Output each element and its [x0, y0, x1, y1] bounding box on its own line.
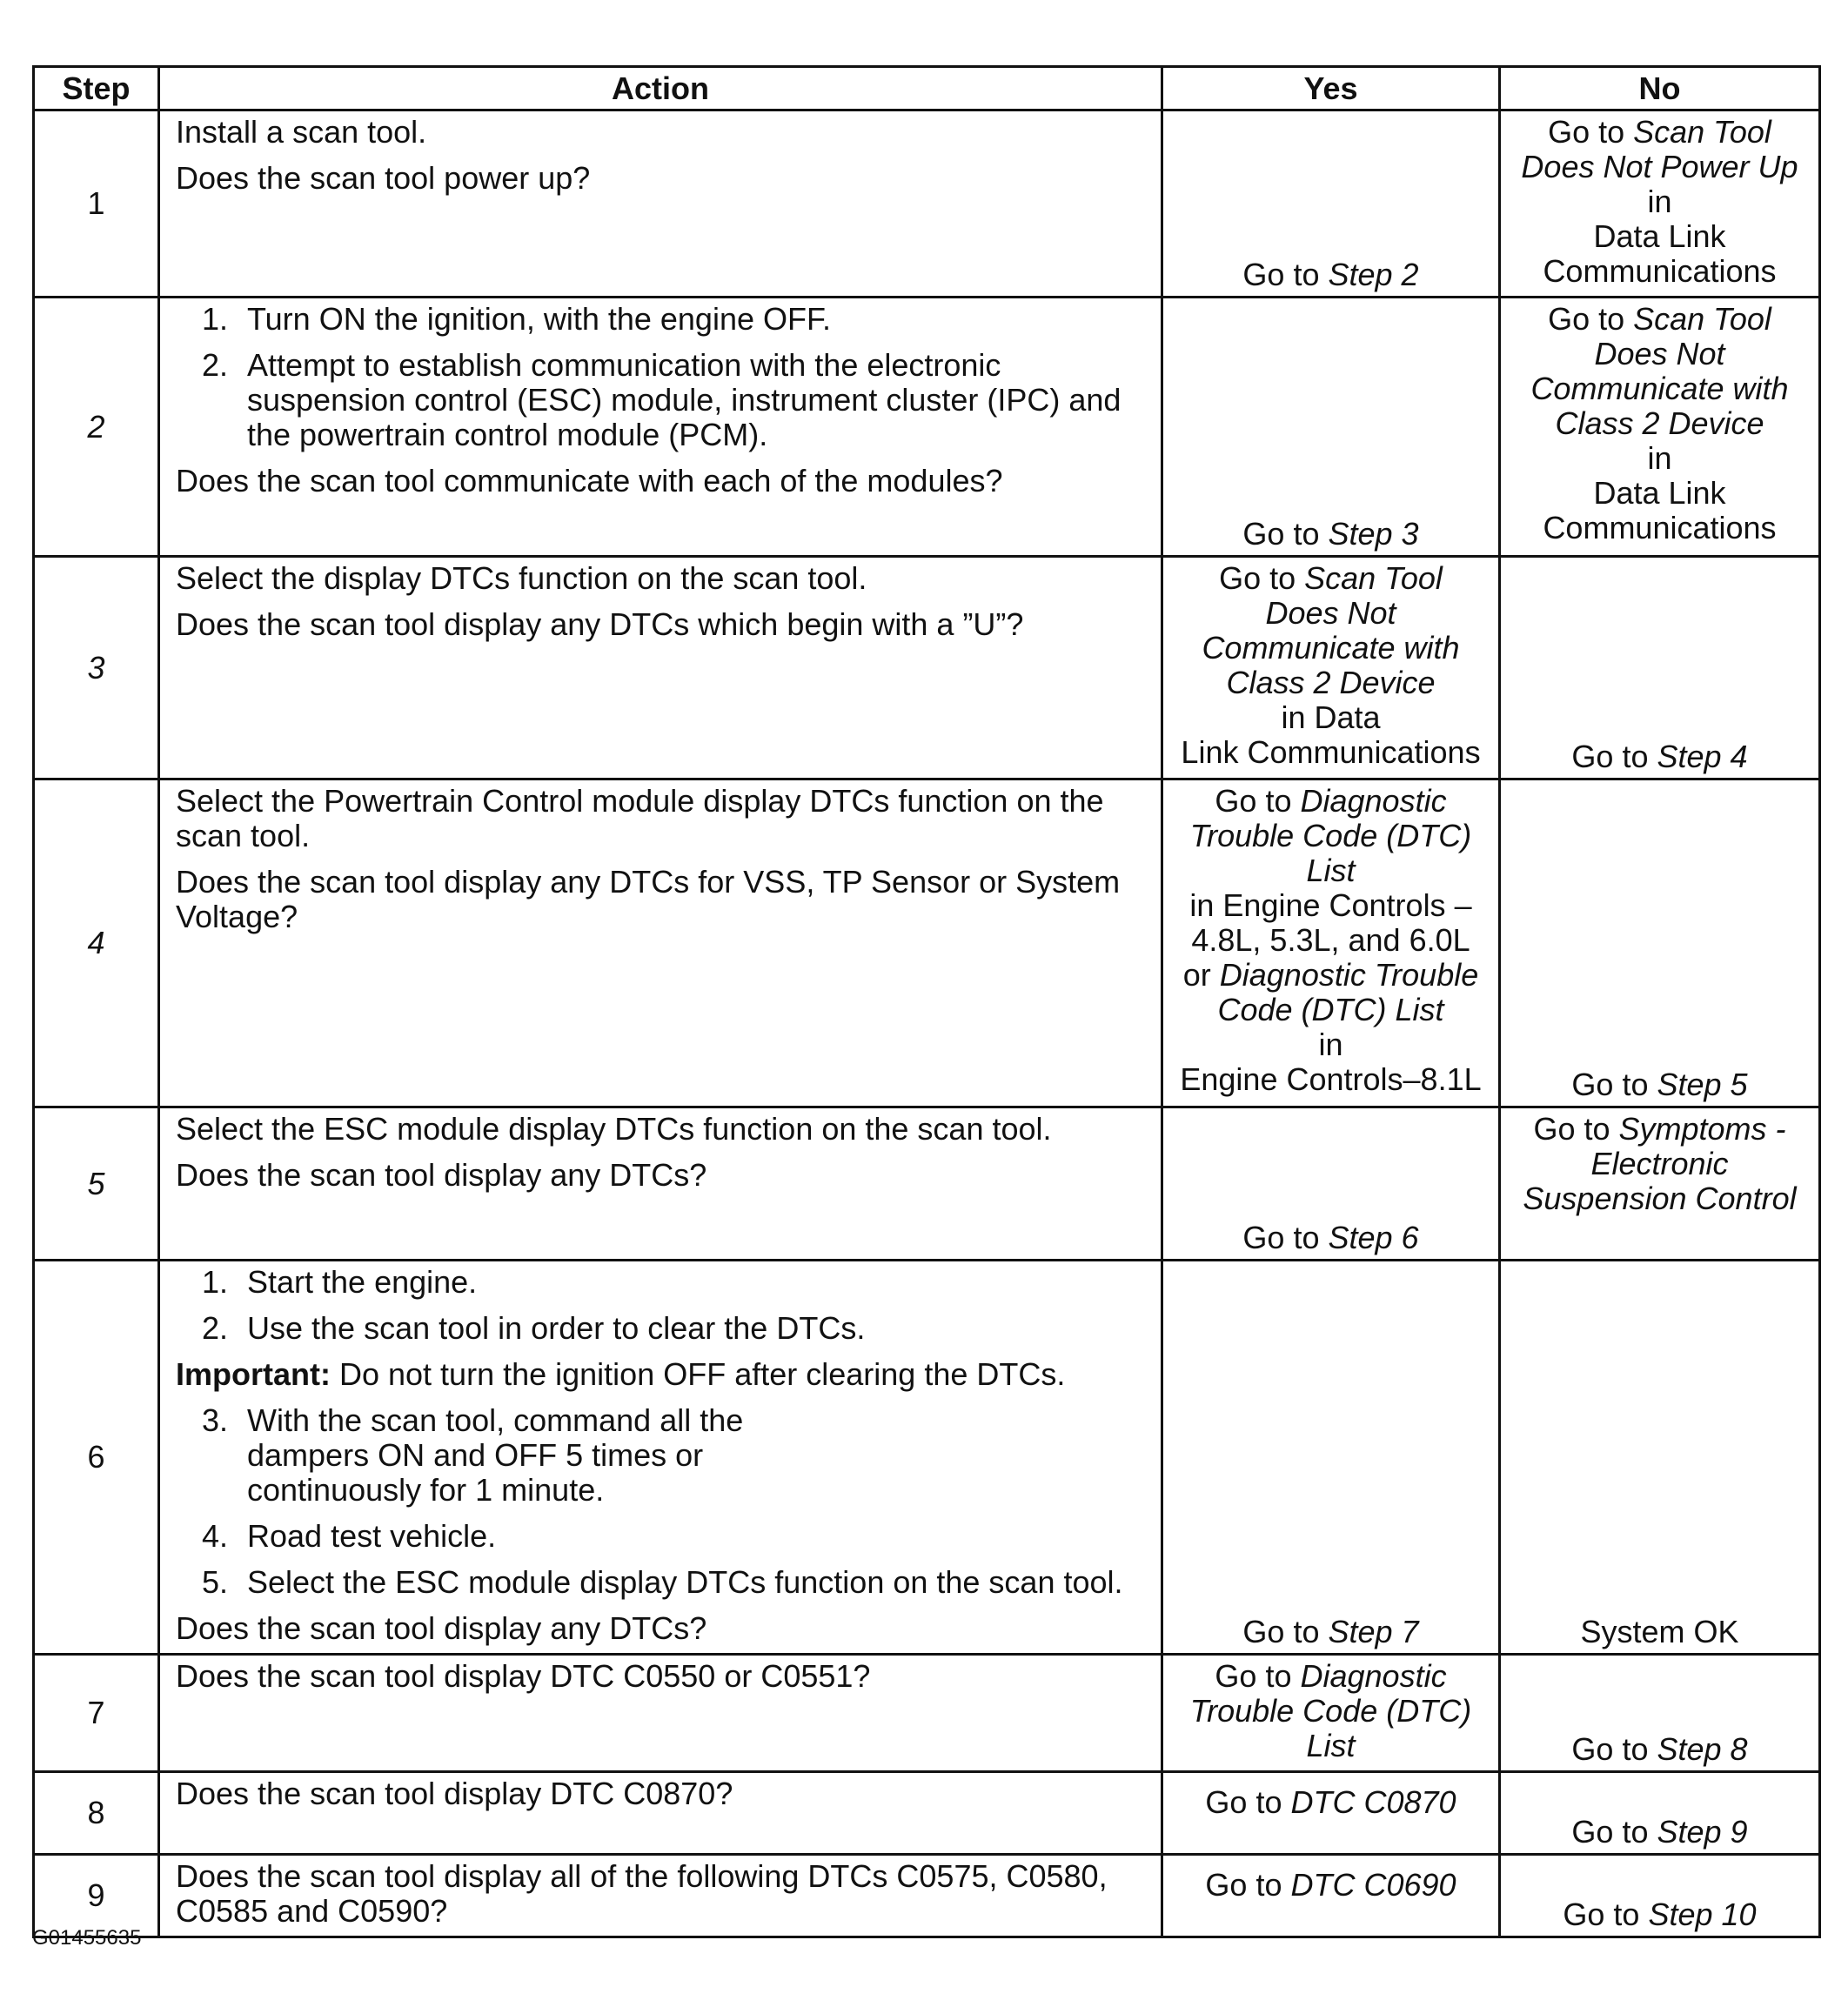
action-cell	[159, 298, 1162, 557]
yes-link[interactable]: Step 7	[1328, 1614, 1419, 1649]
important-label: Important:	[176, 1356, 331, 1392]
table-row	[34, 557, 1820, 779]
list-item	[176, 1265, 1145, 1300]
table-row	[34, 1107, 1820, 1261]
step-number: 2	[34, 298, 159, 557]
action-question: Does the scan tool display DTC C0870?	[176, 1776, 733, 1811]
action-cell	[159, 1107, 1162, 1261]
yes-prefix: Go to	[1205, 1784, 1291, 1820]
list-number: 3.	[202, 1402, 229, 1438]
action-cell	[159, 557, 1162, 779]
yes-link[interactable]: Diagnostic	[1300, 783, 1447, 819]
no-text: Communications	[1543, 510, 1777, 545]
list-text: With the scan tool, command all the dampers ON and OFF 5 times or continuously for 1 minute.	[247, 1402, 744, 1508]
list-text: Road test vehicle.	[247, 1518, 497, 1554]
yes-cell	[1162, 110, 1500, 298]
list-number: 1.	[202, 301, 229, 337]
yes-prefix: Go to	[1205, 1867, 1291, 1903]
header-step: Step	[34, 67, 159, 110]
header-no: No	[1500, 67, 1820, 110]
list-text: Start the engine.	[247, 1264, 478, 1300]
important-note	[176, 1357, 1145, 1392]
step-number: 6	[34, 1261, 159, 1655]
action-cell	[159, 1855, 1162, 1937]
action-text: Select the ESC module display DTCs function on the scan tool.	[176, 1111, 1052, 1147]
no-cell	[1500, 1107, 1820, 1261]
action-text: Install a scan tool.	[176, 114, 427, 150]
table-row	[34, 298, 1820, 557]
list-text: Use the scan tool in order to clear the DTCs.	[247, 1310, 866, 1346]
yes-text: Link Communications	[1181, 734, 1481, 770]
action-steps-list	[176, 1265, 1145, 1346]
no-link[interactable]: Does Not	[1594, 336, 1725, 371]
list-text: Turn ON the ignition, with the engine OFF.	[247, 301, 831, 337]
action-steps-list	[176, 1403, 1145, 1600]
no-link[interactable]: Symptoms -	[1618, 1111, 1786, 1147]
no-text: System OK	[1580, 1614, 1739, 1649]
yes-cell	[1162, 1655, 1500, 1772]
important-text: Do not turn the ignition OFF after clearing the DTCs.	[330, 1356, 1066, 1392]
action-question: Does the scan tool display any DTCs for VSS, TP Sensor or System Voltage?	[176, 864, 1121, 934]
yes-link[interactable]: List	[1306, 1728, 1356, 1763]
action-question: Does the scan tool display any DTCs which begin with a ”U”?	[176, 606, 1024, 642]
yes-prefix: Go to	[1242, 516, 1329, 552]
yes-text: in	[1318, 1027, 1343, 1062]
no-link[interactable]: Does Not Power Up	[1521, 149, 1798, 184]
yes-prefix: Go to	[1242, 1220, 1329, 1255]
yes-cell	[1162, 1261, 1500, 1655]
yes-cell	[1162, 1772, 1500, 1855]
yes-link[interactable]: Trouble Code (DTC)	[1189, 1693, 1472, 1729]
yes-link[interactable]: Class 2 Device	[1226, 665, 1436, 700]
yes-link[interactable]: Scan Tool	[1304, 560, 1443, 596]
header-row	[34, 67, 1820, 110]
action-steps-list	[176, 302, 1145, 452]
no-cell	[1500, 779, 1820, 1107]
yes-cell	[1162, 1107, 1500, 1261]
action-question: Does the scan tool power up?	[176, 160, 591, 196]
no-link[interactable]: Scan Tool	[1633, 114, 1771, 150]
no-text: in	[1647, 440, 1672, 476]
no-cell	[1500, 1261, 1820, 1655]
action-cell	[159, 1655, 1162, 1772]
no-cell	[1500, 1655, 1820, 1772]
no-prefix: Go to	[1548, 114, 1634, 150]
yes-link[interactable]: Communicate with	[1202, 630, 1460, 666]
action-question: Does the scan tool communicate with each of the modules?	[176, 463, 1003, 498]
step-number: 8	[34, 1772, 159, 1855]
no-link[interactable]: Suspension Control	[1523, 1181, 1797, 1216]
list-item	[176, 1311, 1145, 1346]
table-row	[34, 110, 1820, 298]
list-number: 5.	[202, 1564, 229, 1600]
no-prefix: Go to	[1548, 301, 1634, 337]
no-cell	[1500, 298, 1820, 557]
no-link[interactable]: Scan Tool	[1633, 301, 1771, 337]
yes-link[interactable]: Step 2	[1328, 257, 1419, 292]
no-link[interactable]: Communicate with	[1530, 371, 1789, 406]
list-number: 4.	[202, 1518, 229, 1554]
action-text: Select the display DTCs function on the scan tool.	[176, 560, 867, 596]
yes-cell	[1162, 557, 1500, 779]
yes-prefix: Go to	[1219, 560, 1305, 596]
table-row	[34, 1261, 1820, 1655]
diagnostic-table	[32, 65, 1821, 1938]
no-text: in	[1647, 184, 1672, 219]
action-cell	[159, 779, 1162, 1107]
no-cell	[1500, 1855, 1820, 1937]
action-question: Does the scan tool display DTC C0550 or C0551?	[176, 1658, 871, 1694]
list-item	[176, 1565, 1145, 1600]
header-yes: Yes	[1162, 67, 1500, 110]
header-action: Action	[159, 67, 1162, 110]
yes-cell	[1162, 779, 1500, 1107]
no-link[interactable]: Step 9	[1657, 1814, 1748, 1850]
yes-text: Engine Controls–8.1L	[1180, 1061, 1482, 1097]
no-prefix: Go to	[1571, 1814, 1657, 1850]
yes-link[interactable]: Step 6	[1328, 1220, 1419, 1255]
no-prefix: Go to	[1571, 1067, 1657, 1102]
yes-link[interactable]: List	[1306, 853, 1356, 888]
yes-prefix: Go to	[1242, 1614, 1329, 1649]
no-link[interactable]: Electronic	[1590, 1146, 1729, 1181]
step-number: 5	[34, 1107, 159, 1261]
no-prefix: Go to	[1533, 1111, 1619, 1147]
no-link[interactable]: Class 2 Device	[1555, 405, 1764, 441]
list-text: Select the ESC module display DTCs function on the scan tool.	[247, 1564, 1123, 1600]
action-question: Does the scan tool display any DTCs?	[176, 1157, 707, 1193]
yes-cell	[1162, 1855, 1500, 1937]
yes-link[interactable]: Step 3	[1328, 516, 1419, 552]
action-cell	[159, 1772, 1162, 1855]
yes-link[interactable]: Code (DTC) List	[1217, 992, 1444, 1027]
yes-text: in Engine Controls –	[1189, 887, 1472, 923]
yes-prefix: Go to	[1215, 783, 1301, 819]
figure-id: G01455635	[32, 1926, 142, 1950]
list-item	[176, 1519, 1145, 1554]
yes-prefix: Go to	[1215, 1658, 1301, 1694]
list-number: 2.	[202, 347, 229, 383]
yes-text: in Data	[1281, 699, 1381, 735]
step-number: 9	[34, 1855, 159, 1937]
no-cell	[1500, 110, 1820, 298]
table-row	[34, 779, 1820, 1107]
action-cell	[159, 110, 1162, 298]
no-link[interactable]: Step 8	[1657, 1731, 1748, 1767]
no-cell	[1500, 1772, 1820, 1855]
yes-link[interactable]: Trouble Code (DTC)	[1189, 818, 1472, 853]
yes-text: 4.8L, 5.3L, and 6.0L	[1191, 922, 1470, 958]
yes-link[interactable]: DTC C0870	[1290, 1784, 1456, 1820]
no-prefix: Go to	[1571, 739, 1657, 774]
yes-link[interactable]: Diagnostic Trouble	[1219, 957, 1479, 993]
step-number: 1	[34, 110, 159, 298]
step-number: 3	[34, 557, 159, 779]
yes-link[interactable]: Does Not	[1265, 595, 1396, 631]
no-cell	[1500, 557, 1820, 779]
no-link[interactable]: Step 10	[1648, 1897, 1757, 1932]
no-link[interactable]: Step 4	[1657, 739, 1748, 774]
table-row	[34, 1855, 1820, 1937]
list-number: 1.	[202, 1264, 229, 1300]
no-prefix: Go to	[1571, 1731, 1657, 1767]
action-question: Does the scan tool display any DTCs?	[176, 1610, 707, 1646]
yes-cell	[1162, 298, 1500, 557]
step-number: 7	[34, 1655, 159, 1772]
no-text: Data Link	[1593, 218, 1726, 254]
no-link[interactable]: Step 5	[1657, 1067, 1748, 1102]
list-item	[176, 348, 1145, 452]
yes-or: or	[1182, 957, 1220, 993]
table-row	[34, 1772, 1820, 1855]
action-text: Select the Powertrain Control module display DTCs function on the scan tool.	[176, 783, 1104, 853]
list-item	[176, 1403, 1145, 1508]
yes-prefix: Go to	[1242, 257, 1329, 292]
list-item	[176, 302, 1145, 337]
no-text: Communications	[1543, 253, 1777, 289]
no-prefix: Go to	[1563, 1897, 1649, 1932]
no-text: Data Link	[1593, 475, 1726, 511]
yes-link[interactable]: Diagnostic	[1300, 1658, 1447, 1694]
yes-link[interactable]: DTC C0690	[1290, 1867, 1456, 1903]
action-cell	[159, 1261, 1162, 1655]
table-row	[34, 1655, 1820, 1772]
list-number: 2.	[202, 1310, 229, 1346]
list-text: Attempt to establish communication with the electronic suspension control (ESC) module, instrument cluster (IPC) and the powertrain control module (PCM).	[247, 347, 1122, 452]
step-number: 4	[34, 779, 159, 1107]
action-question: Does the scan tool display all of the following DTCs C0575, C0580, C0585 and C0590?	[176, 1858, 1108, 1929]
